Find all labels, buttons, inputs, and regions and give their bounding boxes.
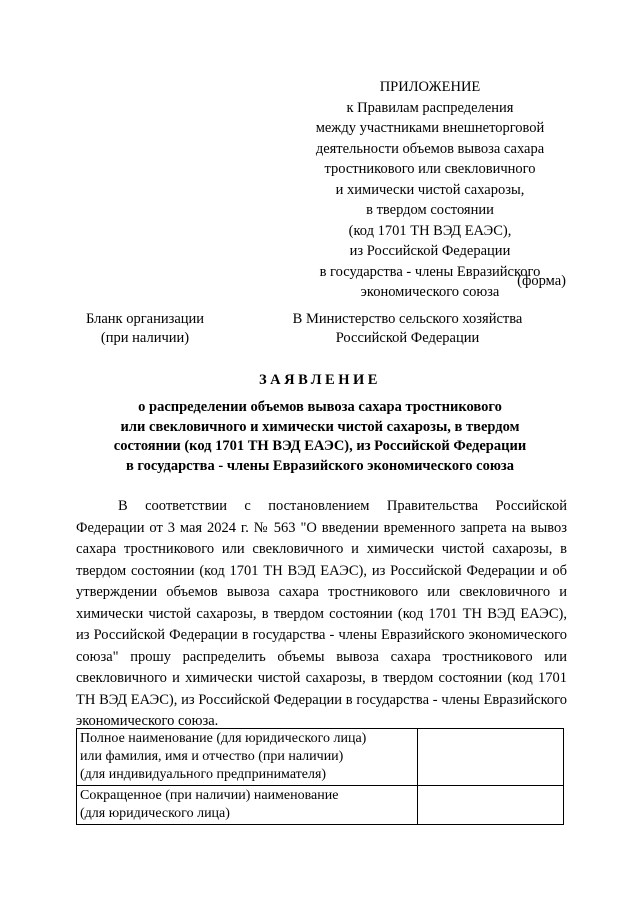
table-row bbox=[77, 729, 564, 786]
appendix-line: в государства - члены Евразийского bbox=[319, 263, 541, 280]
label-line: Сокращенное (при наличии) наименование bbox=[80, 788, 339, 803]
table-label-cell bbox=[77, 729, 418, 786]
addressee-line: Российской Федерации bbox=[335, 330, 480, 346]
label-line: (для юридического лица) bbox=[80, 806, 230, 821]
letterhead-line: (при наличии) bbox=[100, 330, 190, 346]
appendix-line: (код 1701 ТН ВЭД ЕАЭС), bbox=[348, 222, 512, 239]
label-line: (для индивидуального предпринимателя) bbox=[80, 767, 327, 782]
addressee-line: В Министерство сельского хозяйства bbox=[292, 311, 523, 327]
appendix-line: между участниками внешнеторговой bbox=[315, 120, 545, 136]
applicant-info-table bbox=[76, 728, 564, 825]
appendix-line: тростникового или свекловичного bbox=[324, 161, 536, 177]
table-value-cell[interactable] bbox=[417, 786, 563, 825]
table-value-cell[interactable] bbox=[417, 729, 563, 786]
body-paragraph: В соответствии с постановлением Правительства Российской Федерации от 3 мая 2024 г. № 563 "О введении временного запрета на вывоз сахара тростникового или свекловичного и химически чистой сахарозы, в твердом состоянии (код 1701 ТН ВЭД ЕАЭС), из Российской Федерации и об утверждении объемов вывоза сахара тростникового или свекловичного и химически чистой сахарозы, в твердом состоянии (код 1701 ТН ВЭД ЕАЭС), из Российской Федерации в государства - члены Евразийского экономического союза" прошу распределить объемы вывоза сахара тростникового или свекловичного и химически чистой сахарозы, в твердом состоянии (код 1701 ТН ВЭД ЕАЭС), из Российской Федерации в государства - члены Евразийского экономического союза. bbox=[76, 498, 567, 729]
label-line: или фамилия, имя и отчество (при наличии) bbox=[80, 749, 344, 764]
appendix-title: ПРИЛОЖЕНИЕ bbox=[379, 79, 481, 95]
subject-line: в государства - члены Евразийского экономического союза bbox=[125, 457, 515, 474]
form-note: (форма) bbox=[517, 273, 566, 289]
appendix-block bbox=[290, 77, 570, 303]
organization-letterhead bbox=[70, 310, 220, 348]
appendix-line: к Правилам распределения bbox=[346, 99, 514, 116]
appendix-line: в твердом состоянии bbox=[366, 202, 494, 218]
label-line: Полное наименование (для юридического лица) bbox=[80, 731, 367, 746]
subject-line: или свекловичного и химически чистой сахарозы, в твердом bbox=[120, 418, 520, 435]
appendix-line: деятельности объемов вывоза сахара bbox=[315, 140, 545, 157]
appendix-line: экономического союза bbox=[360, 284, 500, 300]
appendix-line: и химически чистой сахарозы, bbox=[335, 181, 525, 198]
table-row bbox=[77, 786, 564, 825]
addressee-block bbox=[270, 310, 545, 348]
subject-line: о распределении объемов вывоза сахара тростникового bbox=[138, 399, 502, 415]
table-label-cell bbox=[77, 786, 418, 825]
document-subject bbox=[85, 398, 555, 476]
appendix-line: из Российской Федерации bbox=[349, 243, 511, 259]
subject-line: состоянии (код 1701 ТН ВЭД ЕАЭС), из Российской Федерации bbox=[113, 438, 527, 454]
letterhead-line: Бланк организации bbox=[85, 311, 205, 327]
document-title: ЗАЯВЛЕНИЕ bbox=[259, 372, 381, 388]
